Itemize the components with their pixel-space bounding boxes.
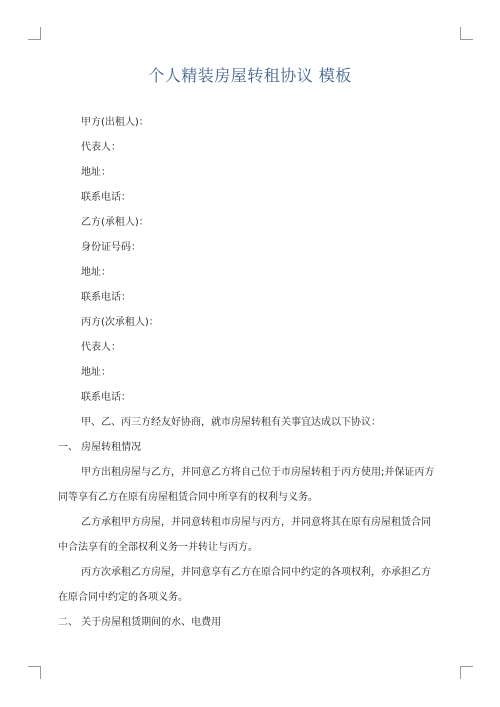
- party-c-sublessee-field: 丙方(次承租人)：: [81, 317, 159, 328]
- party-a-phone-field: 联系电话：: [81, 192, 131, 203]
- document-title: 个人精装房屋转租协议 模板: [148, 66, 352, 85]
- section-1-paragraph-1-line-2: 同等享有乙方在原有房屋租赁合同中所享有的权利与义务。: [58, 492, 318, 503]
- section-1-paragraph-2-line-2: 中合法享有的全部权利义务一并转让与丙方。: [58, 542, 258, 553]
- party-c-phone-field: 联系电话：: [81, 392, 131, 403]
- section-2-heading: 二、 关于房屋租赁期间的水、电费用: [58, 617, 222, 628]
- party-a-representative-field: 代表人：: [81, 142, 121, 153]
- section-1-heading: 一、 房屋转租情况: [58, 442, 142, 453]
- party-b-lessee-field: 乙方(承租人)：: [81, 217, 149, 228]
- intro-paragraph: 甲、乙、丙三方经友好协商，就市房屋转租有关事宜达成以下协议：: [81, 417, 381, 428]
- party-c-address-field: 地址：: [81, 367, 111, 378]
- section-1-paragraph-1-line-1: 甲方出租房屋与乙方，并同意乙方将自己位于市房屋转租于丙方使用;并保证丙方: [81, 467, 435, 478]
- party-a-lessor-field: 甲方(出租人)：: [81, 117, 149, 128]
- party-a-address-field: 地址：: [81, 167, 111, 178]
- party-b-phone-field: 联系电话：: [81, 292, 131, 303]
- party-c-representative-field: 代表人：: [81, 342, 121, 353]
- section-1-paragraph-3-line-1: 丙方次承租乙方房屋，并同意享有乙方在原合同中约定的各项权利，亦承担乙方: [81, 567, 431, 578]
- page-corner-mark-bottom-left: [28, 666, 41, 679]
- page-corner-mark-top-right: [460, 27, 473, 40]
- party-b-id-number-field: 身份证号码：: [81, 242, 141, 253]
- section-1-paragraph-2-line-1: 乙方承租甲方房屋，并同意转租市房屋与丙方，并同意将其在原有房屋租赁合同: [81, 517, 431, 528]
- page-corner-mark-top-left: [28, 27, 41, 40]
- section-1-paragraph-3-line-2: 在原合同中约定的各项义务。: [58, 592, 188, 603]
- page-corner-mark-bottom-right: [460, 666, 473, 679]
- party-b-address-field: 地址：: [81, 267, 111, 278]
